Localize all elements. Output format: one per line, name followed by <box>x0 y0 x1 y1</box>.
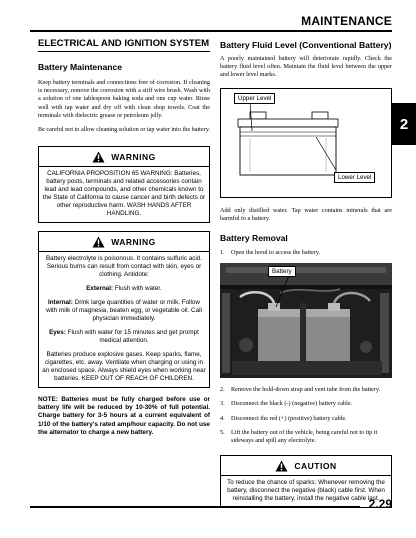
warning-label: WARNING <box>111 151 156 162</box>
footer-rule <box>30 506 360 508</box>
warning-box-electrolyte <box>38 231 210 388</box>
subsection-title-fluid-level: Battery Fluid Level (Conventional Battery) <box>220 40 392 50</box>
step-item: 5. Lift the battery out of the vehicle, being careful not to tip it sideways and spill any electrolyte. <box>220 428 378 444</box>
subsection-title-battery-maintenance: Battery Maintenance <box>38 62 123 72</box>
lower-level-label: Lower Level <box>334 172 375 183</box>
cleaning-caution-paragraph: Be careful not to allow cleaning solution or tap water into the battery. <box>38 125 210 133</box>
removal-steps-start <box>220 249 392 257</box>
engine-bay-photo-drawing <box>220 263 392 378</box>
warning-box-prop65 <box>38 146 210 223</box>
battery-maintenance-paragraph: Keep battery terminals and connections free of corrosion. If cleaning is necessary, remove the corrosion with a stiff wire brush. Wash with a solution of one tablespoon baking soda and one cup water. Rinse well with tap water and dry off with clean shop towels. Coat the terminals with dielectric grease or petroleum jelly. <box>38 79 210 119</box>
left-column <box>38 38 210 437</box>
explosive-gases-text: Batteries produce explosive gases. Keep sparks, flame, cigarettes, etc. away. Ventilate when charging or using in an enclosed space. Always shield eyes when working near batteries. KEEP OUT OF REACH OF CHILDREN. <box>42 350 206 382</box>
removal-steps-continued <box>220 386 392 445</box>
section-title: ELECTRICAL AND IGNITION SYSTEM <box>38 38 210 52</box>
fluid-level-paragraph: A poorly maintained battery will deteriorate rapidly. Check the battery fluid level often. Maintain the fluid level between the upper and lower level marks. <box>220 55 392 79</box>
battery-level-diagram <box>220 88 392 198</box>
battery-photo-label: Battery <box>268 266 296 277</box>
warning-header <box>39 147 209 167</box>
warning-triangle-icon <box>92 151 105 163</box>
upper-level-label: Upper Level <box>234 93 275 104</box>
electrolyte-intro: Battery electrolyte is poisonous. It contains sulfuric acid. Serious burns can result from contact with skin, eyes or clothing. Antidote: <box>45 255 203 278</box>
page-header-title: MAINTENANCE <box>301 14 392 28</box>
antidote-eyes: Eyes: Flush with water for 15 minutes and get prompt medical attention. <box>49 328 199 344</box>
step-item: 4. Disconnect the red (+) (positive) battery cable. <box>220 414 347 422</box>
warning-header <box>39 232 209 252</box>
warning-text: CALIFORNIA PROPOSITION 65 WARNING: Batteries, battery posts, terminals and related accessories contain lead and lead compounds, and other chemicals known to the State of California to cause cancer and birth defects or other reproductive harm. WASH HANDS AFTER HANDLING. <box>42 170 206 218</box>
step-item: 2. Remove the hold-down strap and vent tube from the battery. <box>220 386 381 394</box>
step-item: 3. Disconnect the black (-) (negative) battery cable. <box>220 400 353 408</box>
caution-box <box>220 455 392 508</box>
charging-note: NOTE: Batteries must be fully charged before use or battery life will be reduced by 10-30% of full potential. Charge battery for 3-5 hours at a current equivalent of 1/10 of the battery's rated amp/hour capacity. Do not use the alternator to charge a new battery. <box>38 395 210 437</box>
right-column <box>220 38 392 508</box>
distilled-water-paragraph: Add only distilled water. Tap water contains minerals that are harmful to a battery. <box>220 206 392 222</box>
antidote-external: External: Flush with water. <box>86 284 162 292</box>
caution-header <box>221 456 391 476</box>
subsection-title-battery-removal: Battery Removal <box>220 232 288 243</box>
warning-label: WARNING <box>111 236 156 247</box>
caution-label: CAUTION <box>294 460 337 471</box>
battery-location-photo <box>220 263 392 378</box>
chapter-tab: 2 <box>392 103 416 145</box>
page-number: 2.29 <box>368 497 392 511</box>
caution-triangle-icon <box>275 460 288 472</box>
header-rule <box>30 30 392 32</box>
antidote-internal: Internal: Drink large quantities of water or milk. Follow with milk of magnesia, beaten egg, or vegetable oil. Call physician immediately. <box>46 298 202 322</box>
caution-text: To reduce the chance of sparks: Whenever removing the battery, disconnect the negative (black) cable first. When reinstalling the battery, install the negative cable last. <box>227 479 385 503</box>
warning-triangle-icon <box>92 236 105 248</box>
warning-electrolyte-body <box>39 252 209 387</box>
step-item: 1. Open the hood to access the battery. <box>220 248 321 256</box>
